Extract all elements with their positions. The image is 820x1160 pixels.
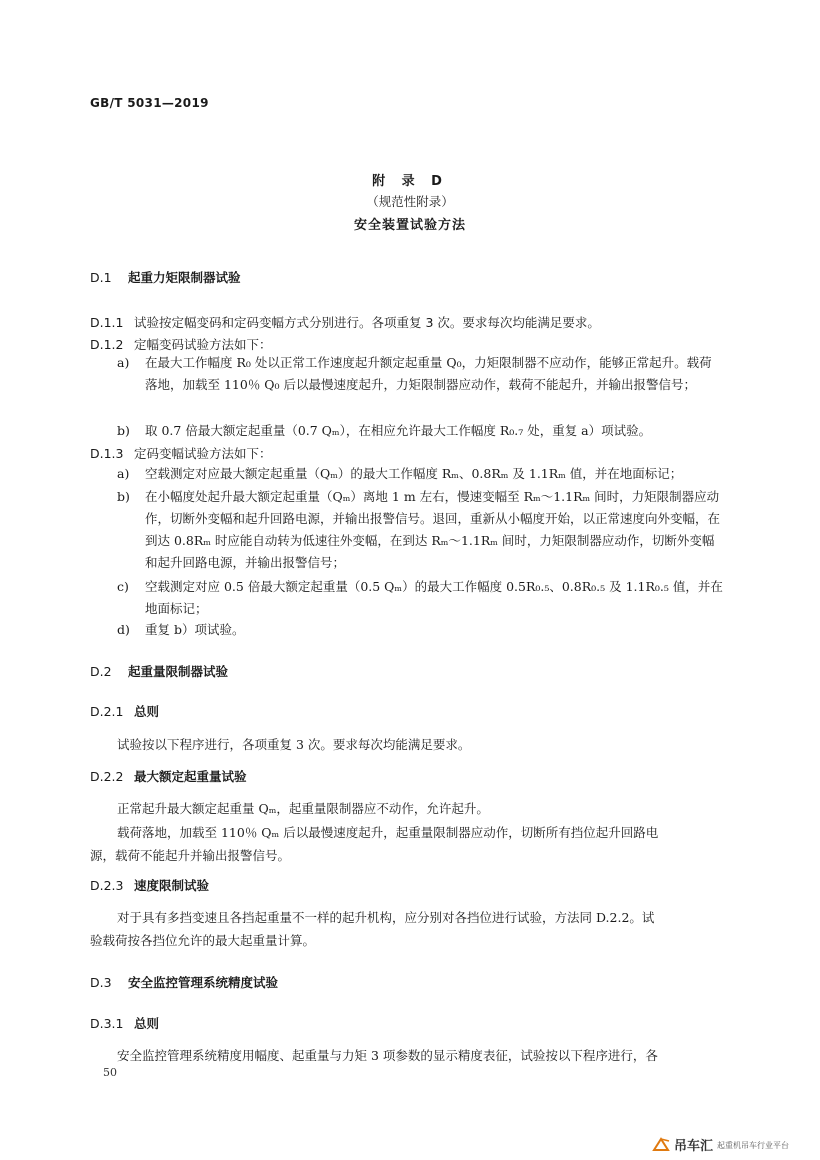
clause-number: D.3.1 <box>90 1016 124 1031</box>
logo-tagline: 起重机吊车行业平台 <box>717 1141 789 1150</box>
clause-text: 定幅变码试验方法如下： <box>134 337 272 352</box>
clause-d22 <box>90 767 247 785</box>
clause-d21 <box>90 702 159 720</box>
section-d1 <box>90 268 241 286</box>
item-text: 在小幅度处起升最大额定起重量（Qₘ）离地 1 m 左右，慢速变幅至 Rₘ～1.1Rₘ 间时，力矩限制器应动作，切断外变幅和起升回路电源，并输出报警信号。退回，重新从小幅度开始，以正常速度向外变幅，在到达 0.8Rₘ 时应能自动转为低速往外变幅，在到达 Rₘ～1.1Rₘ 间时，力矩限制器应动作，切断外变幅和起升回路电源，并输出报警信号； <box>145 489 721 570</box>
clause-number: D.2.1 <box>90 704 124 719</box>
watermark-logo <box>650 1134 820 1156</box>
item-text: 空载测定对应 0.5 倍最大额定起重量（0.5 Qₘ）的最大工作幅度 0.5R₀.₅、0.8R₀.₅ 及 1.1R₀.₅ 值，并在地面标记； <box>145 579 723 616</box>
clause-d31 <box>90 1014 159 1032</box>
paragraph: 载荷落地，加载至 110％ Qₘ 后以最慢速度起升，起重量限制器应动作，切断所有挡位起升回路电 <box>117 825 659 840</box>
item-text: 重复 b）项试验。 <box>145 622 245 637</box>
item-label: c) <box>117 579 129 594</box>
section-number: D.3 <box>90 975 112 990</box>
clause-text: 定码变幅试验方法如下： <box>134 446 272 461</box>
item-label: b) <box>117 489 130 504</box>
paragraph: 正常起升最大额定起重量 Qₘ，起重量限制器应不动作，允许起升。 <box>117 801 489 816</box>
clause-number: D.1.1 <box>90 315 124 330</box>
crane-icon <box>652 1136 670 1152</box>
section-number: D.2 <box>90 664 112 679</box>
item-text: 取 0.7 倍最大额定起重量（0.7 Qₘ），在相应允许最大工作幅度 R₀.₇ 处，重复 a）项试验。 <box>145 423 652 438</box>
clause-number: D.1.3 <box>90 446 124 461</box>
clause-d11 <box>90 313 600 331</box>
clause-title: 总则 <box>134 704 160 719</box>
clause-title: 速度限制试验 <box>134 878 210 893</box>
paragraph: 对于具有多挡变速且各挡起重量不一样的起升机构，应分别对各挡位进行试验，方法同 D.2.2。试 <box>117 910 655 925</box>
clause-d23 <box>90 876 209 894</box>
clause-d12 <box>90 335 272 353</box>
paragraph: 安全监控管理系统精度用幅度、起重量与力矩 3 项参数的显示精度表征，试验按以下程序进行，各 <box>117 1048 658 1063</box>
section-title: 安全监控管理系统精度试验 <box>128 975 279 990</box>
page-number: 50 <box>103 1066 117 1079</box>
clause-number: D.2.2 <box>90 769 124 784</box>
section-number: D.1 <box>90 270 112 285</box>
clause-title: 最大额定起重量试验 <box>134 769 247 784</box>
appendix-title: 附 录 D <box>372 174 448 189</box>
paragraph-continued: 源，载荷不能起升并输出报警信号。 <box>90 848 291 863</box>
clause-number: D.2.3 <box>90 878 124 893</box>
clause-d13 <box>90 444 272 462</box>
clause-number: D.1.2 <box>90 337 124 352</box>
clause-text: 试验按定幅变码和定码变幅方式分别进行。各项重复 3 次。要求每次均能满足要求。 <box>134 315 600 330</box>
appendix-subtitle: （规范性附录） <box>366 194 454 209</box>
item-text: 空载测定对应最大额定起重量（Qₘ）的最大工作幅度 Rₘ、0.8Rₘ 及 1.1Rₘ 值，并在地面标记； <box>145 466 683 481</box>
item-text: 在最大工作幅度 R₀ 处以正常工作速度起升额定起重量 Q₀，力矩限制器不应动作，能够正常起升。载荷落地，加载至 110％ Q₀ 后以最慢速度起升，力矩限制器应动作，载荷不能起升，并输出报警信号； <box>145 355 712 392</box>
appendix-name: 安全装置试验方法 <box>353 218 466 233</box>
section-title: 起重量限制器试验 <box>128 664 229 679</box>
section-d3 <box>90 973 278 991</box>
item-label: b) <box>117 423 130 438</box>
item-label: d) <box>117 622 130 637</box>
standard-number: GB/T 5031—2019 <box>90 96 209 110</box>
paragraph: 试验按以下程序进行，各项重复 3 次。要求每次均能满足要求。 <box>117 737 471 752</box>
section-title: 起重力矩限制器试验 <box>128 270 241 285</box>
item-label: a) <box>117 466 130 481</box>
clause-title: 总则 <box>134 1016 160 1031</box>
logo-text: 吊车汇 <box>674 1139 714 1154</box>
section-d2 <box>90 662 228 680</box>
item-label: a) <box>117 355 130 370</box>
paragraph-continued: 验载荷按各挡位允许的最大起重量计算。 <box>90 933 316 948</box>
